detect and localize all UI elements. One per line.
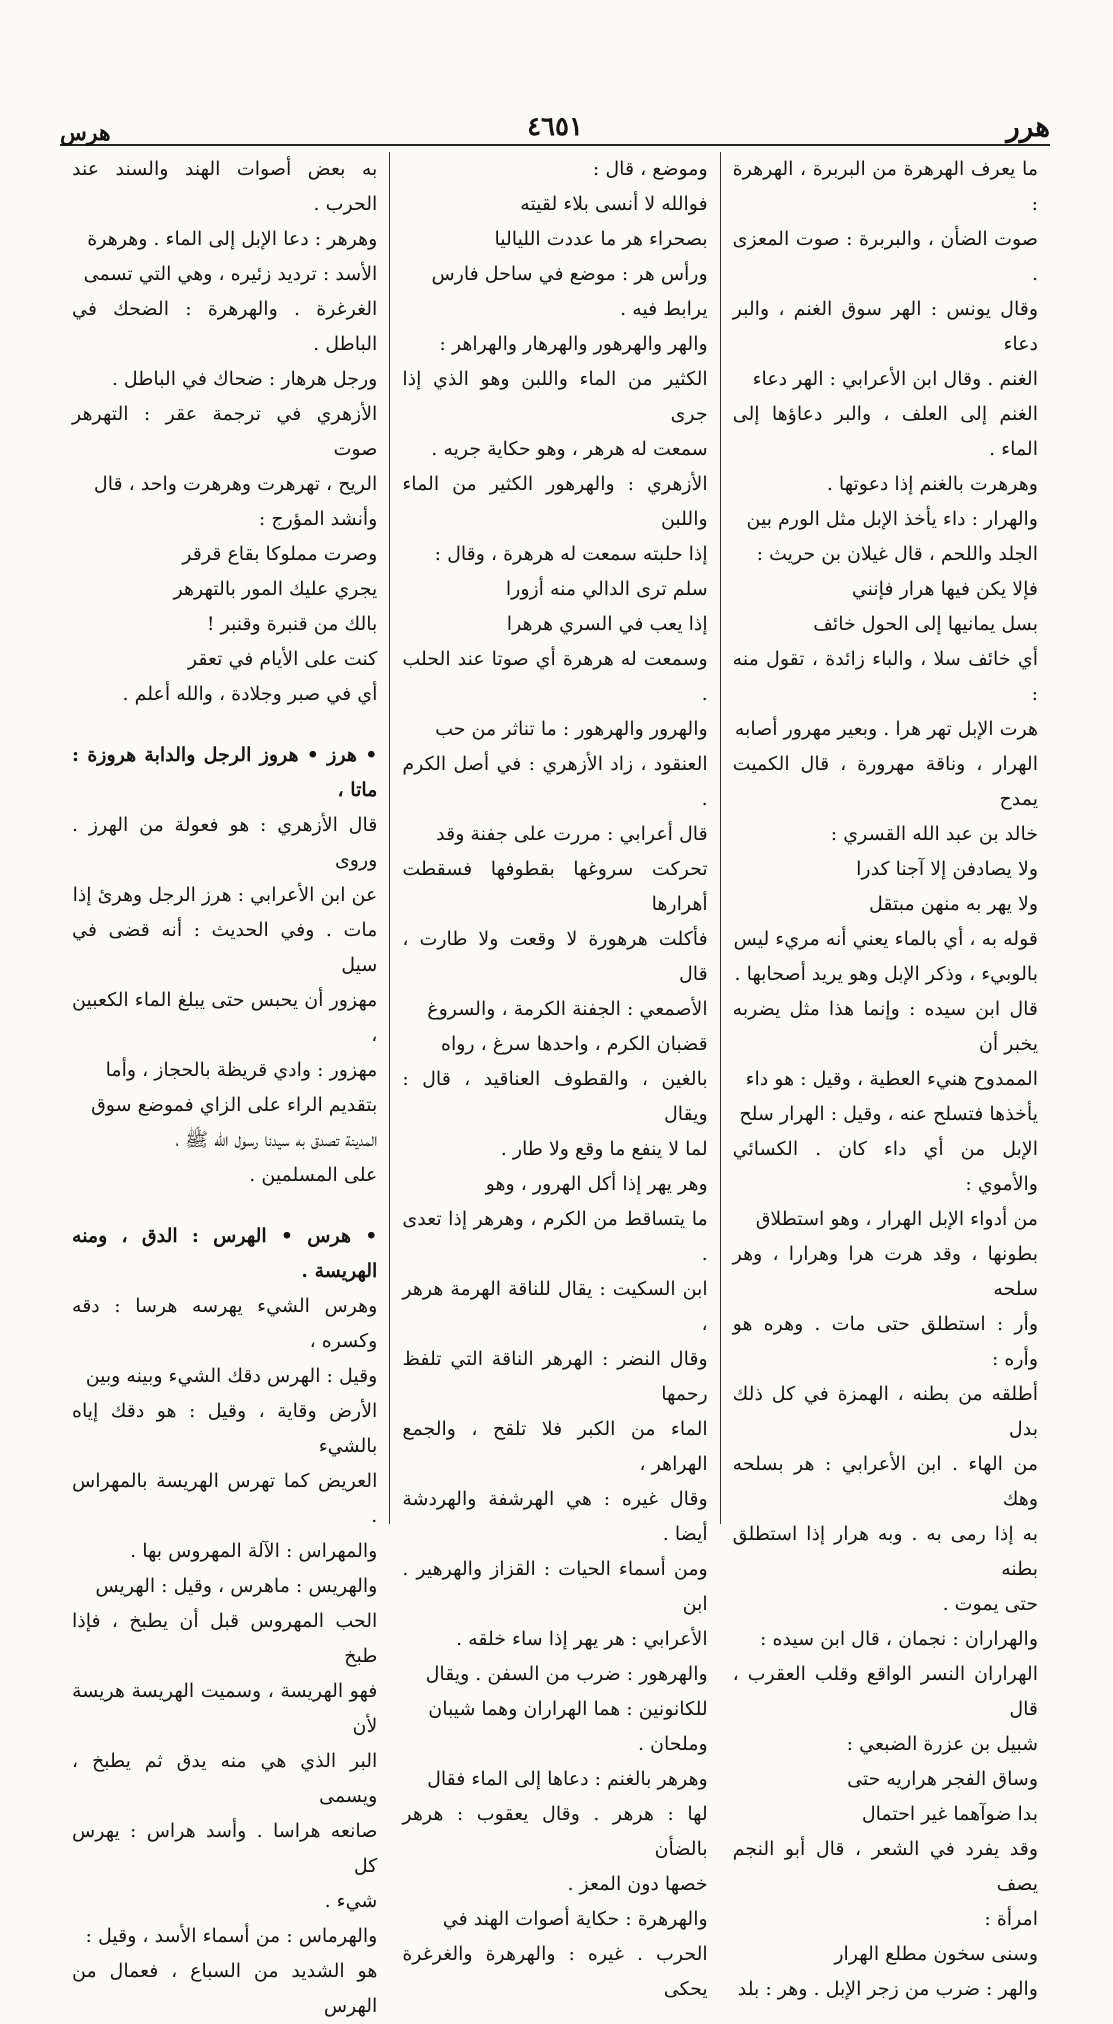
- text-line: الأسد : ترديد زئيره ، وهي التي تسمى: [83, 263, 378, 285]
- entry-separator: [72, 1193, 377, 1219]
- header-root-word: هرر: [1006, 110, 1050, 143]
- text-line: • هرس • الهرس : الدق ، ومنه الهريسة .: [72, 1225, 378, 1282]
- text-line: صوت الضأن ، والبربرة : صوت المعزى .: [732, 228, 1038, 285]
- text-line: وموضع ، قال :: [592, 158, 708, 180]
- text-line: وهر يهر إذا أكل الهرور ، وهو: [485, 1173, 708, 1195]
- text-line: الغرغرة . والهرهرة : الضحك في الباطل .: [72, 298, 378, 355]
- text-line: مهزور : وادي قريظة بالحجاز ، وأما: [105, 1059, 378, 1081]
- text-line: ومن أسماء الحيات : القزاز والهرهير . ابن: [402, 1558, 708, 1615]
- text-line: ما يعرف الهرهرة من البربرة ، الهرهرة :: [732, 158, 1038, 215]
- text-line: وقال غيره : هي الهرشفة والهردشة أيضا .: [402, 1488, 708, 1545]
- text-line: قال أعرابي : مررت على جفنة وقد: [436, 823, 708, 845]
- text-line: ورجل هرهار : ضحاك في الباطل .: [111, 368, 378, 390]
- text-line: عن ابن الأعرابي : هرز الرجل وهرئ إذا: [72, 884, 378, 906]
- text-line: لما لا ينفع ما وقع ولا طار .: [500, 1138, 708, 1160]
- text-line: قوله به ، أي بالماء يعني أنه مريء ليس: [733, 928, 1038, 950]
- text-line: الهرار ، وناقة مهرورة ، قال الكميت يمدح: [732, 753, 1038, 810]
- text-line: من الهاء . ابن الأعرابي : هر بسلحه وهك: [732, 1453, 1038, 1510]
- text-line: البر الذي هي منه يدق ثم يطبخ ، ويسمى: [72, 1750, 378, 1807]
- text-line: يرابط فيه .: [620, 298, 708, 320]
- text-line: الماء من الكبر فلا تلقح ، والجمع الهراهر ،: [402, 1418, 708, 1475]
- text-line: والهرار : داء يأخذ الإبل مثل الورم بين: [746, 508, 1038, 530]
- text-line: تحركت سروغها بقطوفها فسقطت أهرارها: [402, 858, 708, 915]
- text-line: إذا يعب في السري هرهرا: [506, 613, 708, 635]
- text-line: يأخذها فتسلح عنه ، وقيل : الهرار سلح: [739, 1103, 1038, 1125]
- text-line: الأصمعي : الجفنة الكرمة ، والسروغ: [427, 998, 708, 1020]
- text-line: أي في صبر وجلادة ، والله أعلم .: [122, 683, 378, 705]
- text-line: فإلا يكن فيها هرار فإنني: [851, 578, 1038, 600]
- text-line: الكثير من الماء واللبن وهو الذي إذا جرى: [402, 368, 708, 425]
- text-line: وسمعت له هرهرة أي صوتا عند الحلب .: [402, 648, 708, 705]
- text-line: الأزهري : والهرهور الكثير من الماء واللبن: [402, 473, 708, 530]
- text-line: بتقديم الراء على الزاي فموضع سوق: [91, 1094, 378, 1116]
- text-line: هو الشديد من السباع ، فعمال من الهرس: [72, 1960, 378, 2017]
- text-line: الإبل من أي داء كان . الكسائي والأموي :: [732, 1138, 1038, 1195]
- text-line: خالد بن عبد الله القسري :: [830, 823, 1038, 845]
- text-line: للكانونين : هما الهراران وهما شيبان: [428, 1698, 708, 1720]
- text-line: صانعه هراسا . وأسد هراس : يهرس كل: [72, 1820, 378, 1877]
- text-line: والهر : ضرب من زجر الإبل . وهر : بلد: [737, 1978, 1038, 2000]
- text-line: حتى يموت .: [942, 1593, 1038, 1615]
- text-line: من أدواء الإبل الهرار ، وهو استطلاق: [755, 1208, 1038, 1230]
- text-line: العنقود ، زاد الأزهري : في أصل الكرم .: [402, 753, 708, 810]
- text-line: إذا حلبته سمعت له هرهرة ، وقال :: [434, 543, 708, 565]
- text-line: الأزهري في ترجمة عقر : التهرهر صوت: [72, 403, 378, 460]
- text-line: وسنى سخون مطلع الهرار: [834, 1943, 1038, 1965]
- text-line: وأر : استطلق حتى مات . وهره هو وأره :: [732, 1313, 1038, 1370]
- text-line: وقد يفرد في الشعر ، قال أبو النجم يصف: [732, 1838, 1038, 1895]
- text-line: والهرهرة : حكاية أصوات الهند في: [442, 1908, 708, 1930]
- text-line: قضبان الكرم ، واحدها سرغ ، رواه: [441, 1033, 708, 1055]
- text-line: مهزور أن يحبس حتى يبلغ الماء الكعبين ،: [72, 989, 378, 1046]
- text-line: سلم ترى الدالي منه أزورا: [505, 578, 708, 600]
- text-line: به بعض أصوات الهند والسند عند الحرب .: [72, 158, 378, 215]
- text-line: فأكلت هرهورة لا وقعت ولا طارت ، قال: [402, 928, 708, 985]
- text-line: وأنشد المؤرج :: [258, 508, 378, 530]
- text-line: ما يتساقط من الكرم ، وهرهر إذا تعدى .: [402, 1208, 708, 1265]
- text-line: ورأس هر : موضع في ساحل فارس: [431, 263, 708, 285]
- header-next-root-word: هرس: [60, 120, 111, 146]
- text-line: وهرهرت بالغنم إذا دعوتها .: [826, 473, 1038, 495]
- text-line: الحب المهروس قبل أن يطبخ ، فإذا طبخ: [72, 1610, 378, 1667]
- text-line: الجلد واللحم ، قال غيلان بن حريث :: [756, 543, 1038, 565]
- text-line: شيء .: [324, 1890, 378, 1912]
- text-line: الغنم إلى العلف ، والبر دعاؤها إلى الماء .: [732, 403, 1038, 460]
- text-line: الريح ، تهرهرت وهرهرت واحد ، قال: [93, 473, 378, 495]
- text-line: شبيل بن عزرة الضبعي :: [846, 1733, 1038, 1755]
- text-line: • هرز • هروز الرجل والدابة هروزة : ماتا ،: [72, 744, 378, 801]
- text-line: بالوبيء ، وذكر الإبل وهو يريد أصحابها .: [734, 963, 1038, 985]
- column-right: [721, 152, 1050, 2000]
- text-line: فهو الهريسة ، وسميت الهريسة هريسة لأن: [72, 1680, 378, 1737]
- text-line: ابن السكيت : يقال للناقة الهرمة هرهر ،: [402, 1278, 708, 1335]
- text-line: والهرماس : من أسماء الأسد ، وقيل :: [85, 1925, 378, 1947]
- text-line: وساق الفجر هراريه حتى: [847, 1768, 1038, 1790]
- text-line: بدا ضوآهما غير احتمال: [861, 1803, 1038, 1825]
- text-line: الأعرابي : هر يهر إذا ساء خلقه .: [456, 1628, 708, 1650]
- column-middle: [390, 152, 720, 2000]
- text-line: به إذا رمى به . وبه هرار إذا استطلق بطنه: [732, 1523, 1038, 1580]
- text-line: لها : هرهر . وقال يعقوب : هرهر بالضأن: [402, 1803, 708, 1860]
- text-line: ولا يصادفن إلا آجنا كدرا: [856, 858, 1038, 880]
- text-line: وملحان .: [637, 1733, 708, 1755]
- text-line: وهرس الشيء يهرسه هرسا : دقه وكسره ،: [72, 1295, 378, 1352]
- text-line: الأرض وقاية ، وقيل : هو دقك إياه بالشيء: [72, 1400, 378, 1457]
- text-line: وقيل : الهرس دقك الشيء وبينه وبين: [85, 1365, 378, 1387]
- text-line: والهرهور : ضرب من السفن . ويقال: [425, 1663, 708, 1685]
- text-line: وهرهر بالغنم : دعاها إلى الماء فقال: [427, 1768, 708, 1790]
- text-line: مات . وفي الحديث : أنه قضى في سيل: [72, 919, 378, 976]
- text-line: بالغين ، والقطوف العناقيد ، قال : ويقال: [402, 1068, 708, 1125]
- text-line: العريض كما تهرس الهريسة بالمهراس .: [72, 1470, 378, 1527]
- text-line: هرت الإبل تهر هرا . وبعير مهرور أصابه: [734, 718, 1038, 740]
- text-line: قال ابن سيده : وإنما هذا مثل يضربه يخبر أن: [732, 998, 1038, 1055]
- page-header: [60, 100, 1050, 146]
- text-line: وصرت مملوكا بقاع قرقر: [182, 543, 378, 565]
- text-line: والهراران : نجمان ، قال ابن سيده :: [760, 1628, 1038, 1650]
- text-line: والهريس : ماهرس ، وقيل : الهريس: [95, 1575, 378, 1597]
- text-line: فوالله لا أنسى بلاء لقيته: [520, 193, 708, 215]
- text-line: المدينة تصدق به سيدنا رسول الله ﷺ ،: [175, 1129, 378, 1151]
- text-line: أي خائف سلا ، والباء زائدة ، تقول منه :: [732, 648, 1038, 705]
- text-line: الممدوح هنيء العطية ، وقيل : هو داء: [745, 1068, 1038, 1090]
- text-line: الغنم . وقال ابن الأعرابي : الهر دعاء: [752, 368, 1038, 390]
- text-line: الحرب . غيره : والهرهرة والغرغرة يحكى: [402, 1943, 708, 2000]
- text-line: قال الأزهري : هو فعولة من الهرز . وروى: [72, 814, 378, 871]
- text-line: يجري عليك المور بالتهرهر: [173, 578, 378, 600]
- text-line: خصها دون المعز .: [567, 1873, 708, 1895]
- text-line: بالك من قنبرة وقنبر !: [206, 613, 378, 635]
- page-columns: [60, 152, 1050, 2017]
- text-line: بسل يمانيها إلى الحول خائف: [813, 613, 1038, 635]
- text-line: كنت على الأيام في تعقر: [187, 648, 378, 670]
- text-line: أطلقه من بطنه ، الهمزة في كل ذلك بدل: [732, 1383, 1038, 1440]
- text-line: بطونها ، وقد هرت هرا وهرارا ، وهر سلحه: [732, 1243, 1038, 1300]
- text-line: والمهراس : الآلة المهروس بها .: [130, 1540, 378, 1562]
- text-line: الهراران النسر الواقع وقلب العقرب ، قال: [732, 1663, 1038, 1720]
- text-line: على المسلمين .: [249, 1164, 378, 1186]
- page-number: ٤٦٥١: [527, 112, 583, 142]
- text-line: والهرور والهرهور : ما تناثر من حب: [435, 718, 708, 740]
- text-line: امرأة :: [984, 1908, 1038, 1930]
- text-line: سمعت له هرهر ، وهو حكاية جريه .: [431, 438, 708, 460]
- text-line: وقال يونس : الهر سوق الغنم ، والبر دعاء: [732, 298, 1038, 355]
- text-line: وهرهر : دعا الإبل إلى الماء . وهرهرة: [87, 228, 378, 250]
- text-line: والهر والهرهور والهرهار والهراهر :: [439, 333, 708, 355]
- text-line: وقال النضر : الهرهر الناقة التي تلفظ رحمها: [402, 1348, 708, 1405]
- text-line: بصحراء هر ما عددت اللياليا: [494, 228, 708, 250]
- column-left: [60, 152, 390, 2017]
- text-line: ولا يهر به منهن مبتقل: [869, 893, 1038, 915]
- entry-separator: [72, 712, 377, 738]
